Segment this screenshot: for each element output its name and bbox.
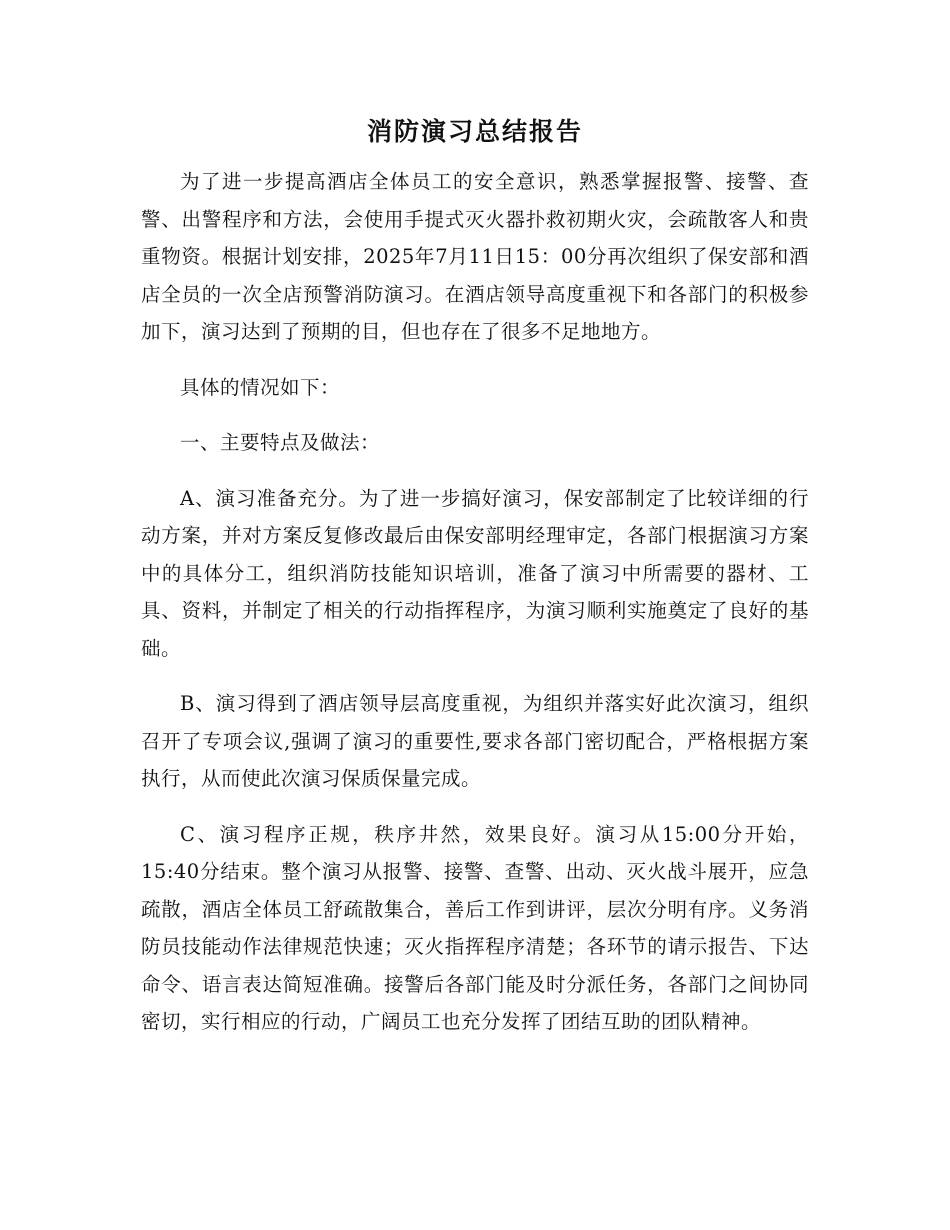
document-body	[141, 163, 809, 1059]
section-heading-features: 一、主要特点及做法：	[180, 431, 381, 454]
paragraph-point-b: B、演习得到了酒店领导层高度重视，为组织并落实好此次演习，组织召开了专项会议,强调了演习的重要性,要求各部门密切配合，严格根据方案执行，从而使此次演习保质保量完成。	[141, 692, 809, 790]
paragraph-details-heading: 具体的情况如下：	[180, 375, 341, 399]
document-title: 消防演习总结报告	[366, 117, 583, 146]
paragraph-point-a: A、演习准备充分。为了进一步搞好演习，保安部制定了比较详细的行动方案，并对方案反复修改最后由保安部明经理审定，各部门根据演习方案中的具体分工，组织消防技能知识培训，准备了演习中所需要的器材、工具、资料，并制定了相关的行动指挥程序，为演习顺利实施奠定了良好的基础。	[141, 486, 809, 660]
paragraph-intro: 为了进一步提高酒店全体员工的安全意识，熟悉掌握报警、接警、查警、出警程序和方法，会使用手提式灭火器扑救初期火灾，会疏散客人和贵重物资。根据计划安排，2025年7月11日15：00分再次组织了保安部和酒店全员的一次全店预警消防演习。在酒店领导高度重视下和各部门的积极参加下，演习达到了预期的目，但也存在了很多不足地地方。	[141, 170, 809, 343]
paragraph-point-c: C、演习程序正规，秩序井然，效果良好。演习从15:00分开始，15:40分结束。整个演习从报警、接警、查警、出动、灭火战斗展开，应急疏散，酒店全体员工舒疏散集合，善后工作到讲评，层次分明有序。义务消防员技能动作法律规范快速；灭火指挥程序清楚；各环节的请示报告、下达命令、语言表达简短准确。接警后各部门能及时分派任务，各部门之间协同密切，实行相应的行动，广阔员工也充分发挥了团结互助的团队精神。	[141, 822, 809, 1033]
